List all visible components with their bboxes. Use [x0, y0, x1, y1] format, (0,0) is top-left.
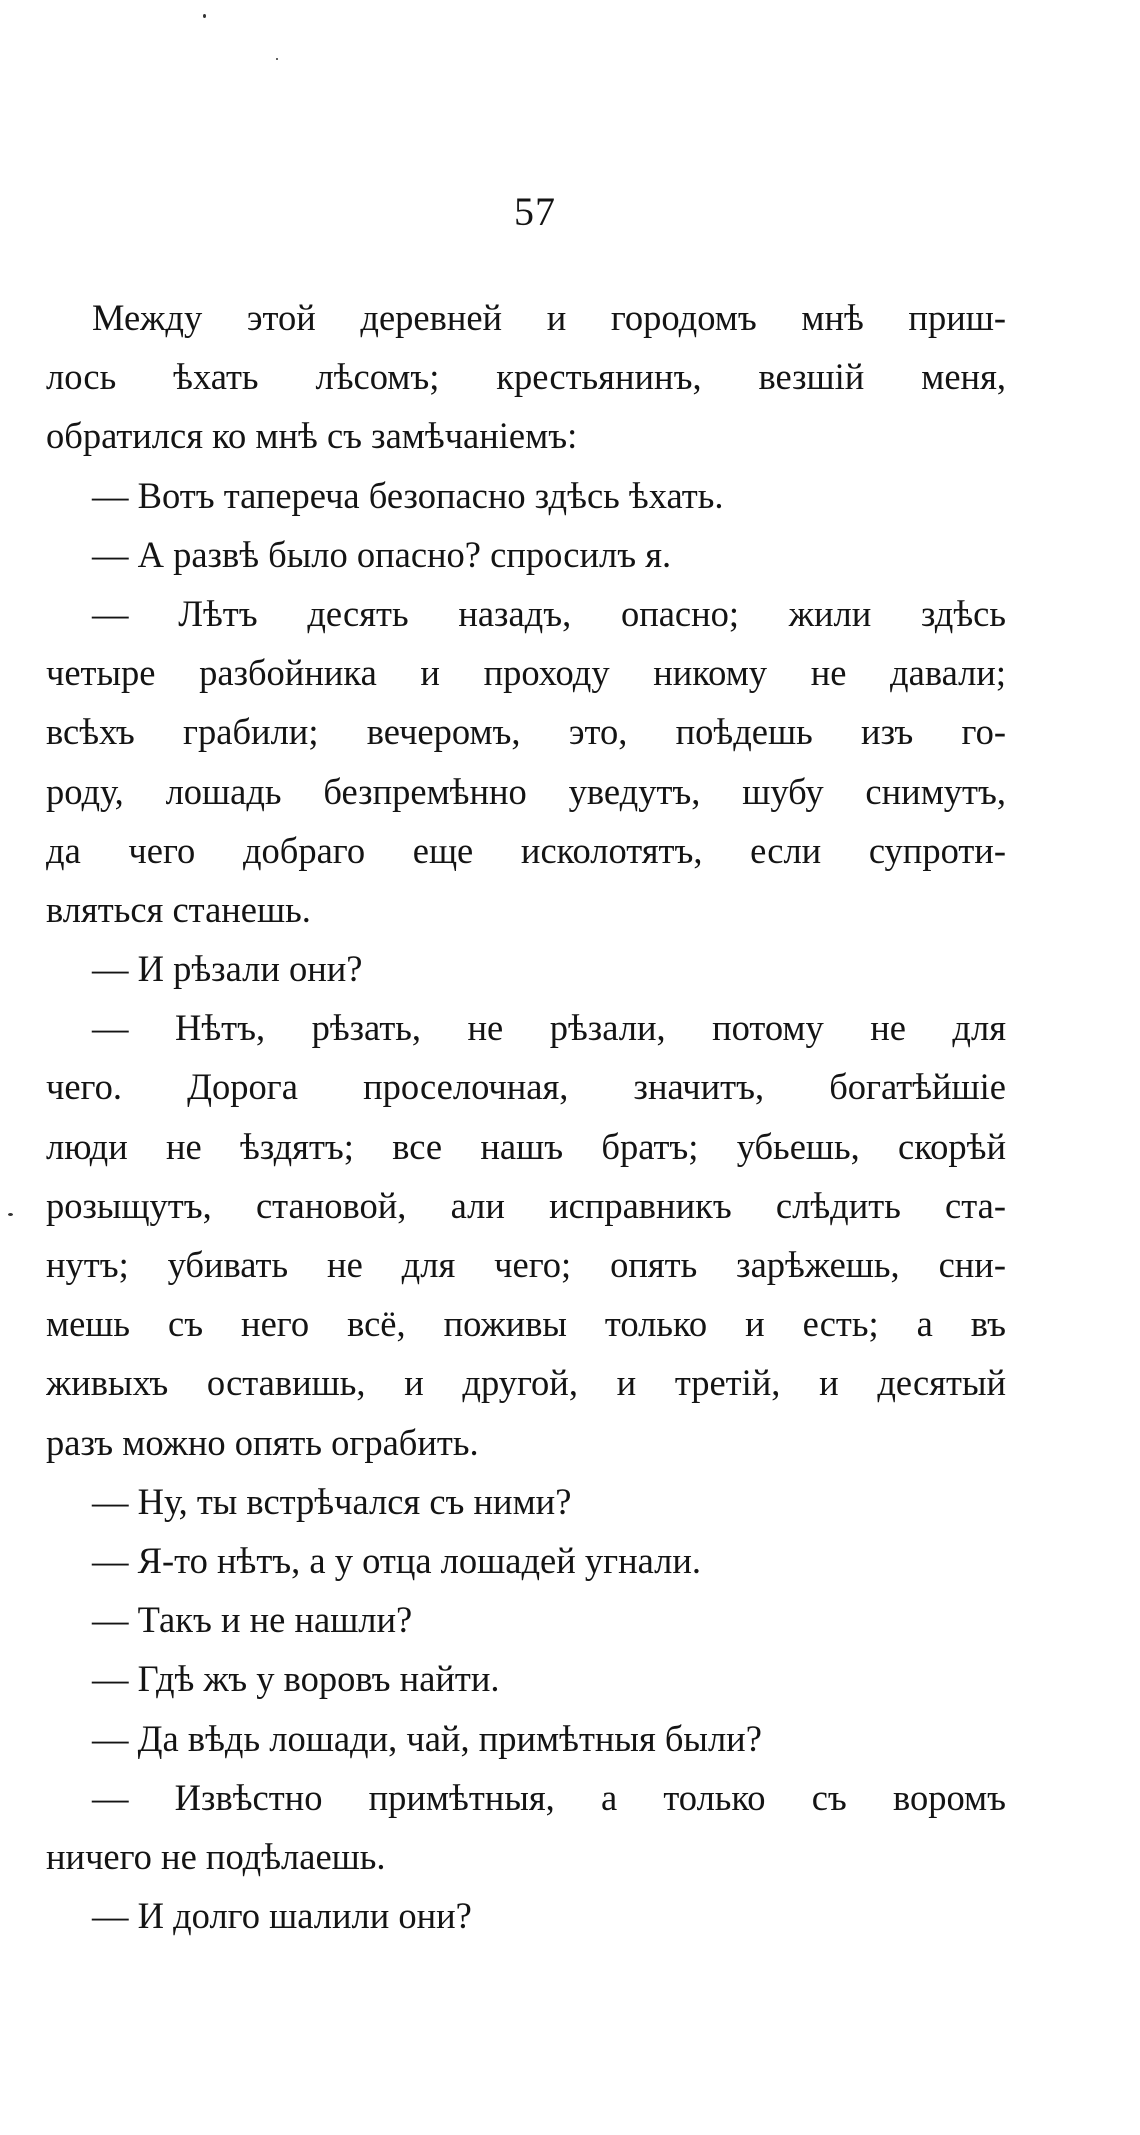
- dialogue-line: — Ну, ты встрѣчался съ ними?: [92, 1480, 572, 1522]
- text-line: роду, лошадь безпремѣнно уведутъ, шубу снимутъ,: [46, 770, 1006, 812]
- text-line: ничего не подѣлаешь.: [46, 1835, 386, 1877]
- dialogue-line: — Гдѣ жъ у воровъ найти.: [92, 1658, 500, 1700]
- text-line: Между этой деревней и городомъ мнѣ приш-: [92, 297, 1006, 338]
- text-line: да чего добраго еще исколотятъ, если супроти-: [46, 829, 1006, 871]
- text-line: розыщутъ, становой, али исправникъ слѣдить ста-: [46, 1184, 1006, 1226]
- dialogue-line: — И рѣзали они?: [92, 948, 363, 990]
- text-line: люди не ѣздятъ; все нашъ братъ; убьешь, скорѣй: [46, 1125, 1006, 1167]
- text-line: всѣхъ грабили; вечеромъ, это, поѣдешь изъ го-: [46, 711, 1006, 753]
- dialogue-line: — Да вѣдь лошади, чай, примѣтныя были?: [92, 1717, 762, 1759]
- dialogue-line: — Вотъ тапереча безопасно здѣсь ѣхать.: [92, 474, 724, 516]
- page-number: 57: [514, 189, 556, 234]
- text-line: четыре разбойника и проходу никому не давали;: [46, 652, 1006, 694]
- text-line: обратился ко мнѣ съ замѣчаніемъ:: [46, 415, 578, 457]
- dialogue-line: — Извѣстно примѣтныя, а только съ воромъ: [92, 1776, 1006, 1818]
- text-line: лось ѣхать лѣсомъ; крестьянинъ, везшій меня,: [46, 356, 1006, 398]
- text-line: живыхъ оставишь, и другой, и третій, и десятый: [46, 1362, 1006, 1404]
- text-line: мешь съ него всё, поживы только и есть; а въ: [46, 1303, 1006, 1345]
- text-line: нутъ; убивать не для чего; опять зарѣжешь, сни-: [46, 1244, 1006, 1285]
- text-line: разъ можно опять ограбить.: [46, 1421, 479, 1463]
- print-speck: [8, 1213, 13, 1216]
- text-line: чего. Дорога проселочная, значитъ, богатѣйшіе: [46, 1066, 1006, 1108]
- dialogue-line: — Нѣтъ, рѣзать, не рѣзали, потому не для: [92, 1007, 1006, 1049]
- print-speck: [203, 14, 206, 18]
- dialogue-line: — Лѣтъ десять назадъ, опасно; жили здѣсь: [92, 592, 1006, 634]
- text-line: вляться станешь.: [46, 888, 311, 930]
- dialogue-line: — А развѣ было опасно? спросилъ я.: [92, 533, 672, 575]
- dialogue-line: — И долго шалили они?: [92, 1895, 472, 1937]
- dialogue-line: — Такъ и не нашли?: [92, 1599, 413, 1641]
- page-body-text: [46, 288, 1006, 1945]
- print-speck: [276, 58, 278, 60]
- dialogue-line: — Я-то нѣтъ, а у отца лошадей угнали.: [92, 1539, 702, 1581]
